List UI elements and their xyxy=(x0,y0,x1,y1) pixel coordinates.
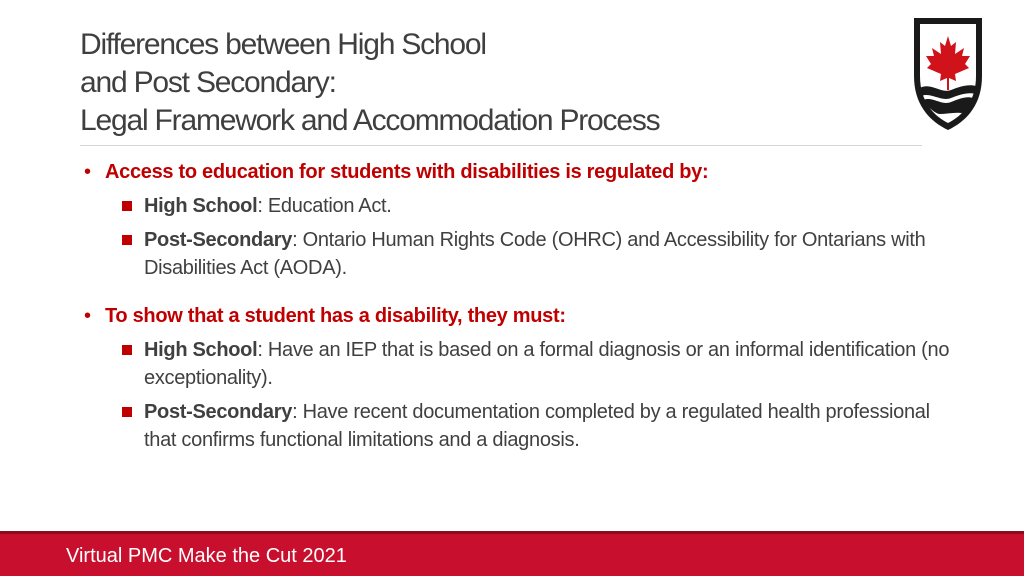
bullet-level-2 xyxy=(80,336,960,392)
square-bullet-icon xyxy=(122,201,132,211)
bullet-lead: Post-Secondary xyxy=(144,401,293,423)
bullet-rest: : Ontario Human Rights Code (OHRC) and Accessibility for Ontarians with Disabilities Act (AODA). xyxy=(144,229,926,279)
bullet-dot-icon: • xyxy=(84,161,91,183)
bullet-level-2 xyxy=(80,192,960,220)
bullet-text: Access to education for students with disabilities is regulated by: xyxy=(105,161,709,183)
bullet-rest: : Have an IEP that is based on a formal diagnosis or an informal identification (no exceptionality). xyxy=(144,339,950,389)
bullet-level-2 xyxy=(80,226,960,282)
bullet-text: To show that a student has a disability, they must: xyxy=(105,305,566,327)
square-bullet-icon xyxy=(122,235,132,245)
bullet-level-1 xyxy=(80,302,960,330)
footer-text: Virtual PMC Make the Cut 2021 xyxy=(66,545,347,567)
bullet-lead: High School xyxy=(144,339,258,361)
title-divider xyxy=(80,145,922,146)
bullet-level-1 xyxy=(80,158,960,186)
square-bullet-icon xyxy=(122,345,132,355)
title-line-3: Legal Framework and Accommodation Process xyxy=(80,104,660,137)
bullet-dot-icon: • xyxy=(84,305,91,327)
slide-body xyxy=(80,158,960,454)
title-line-2: and Post Secondary: xyxy=(80,66,336,99)
bullet-rest: : Education Act. xyxy=(257,195,392,217)
slide-title xyxy=(80,26,900,140)
title-line-1: Differences between High School xyxy=(80,28,486,61)
bullet-lead: High School xyxy=(144,195,258,217)
bullet-level-2 xyxy=(80,398,960,454)
bullet-rest: : Have recent documentation completed by a regulated health professional that confirms functional limitations and a diagnosis. xyxy=(144,401,930,451)
maple-leaf-shield-logo-icon xyxy=(911,14,985,134)
bullet-lead: Post-Secondary xyxy=(144,229,293,251)
square-bullet-icon xyxy=(122,407,132,417)
footer-bar xyxy=(0,531,1024,576)
